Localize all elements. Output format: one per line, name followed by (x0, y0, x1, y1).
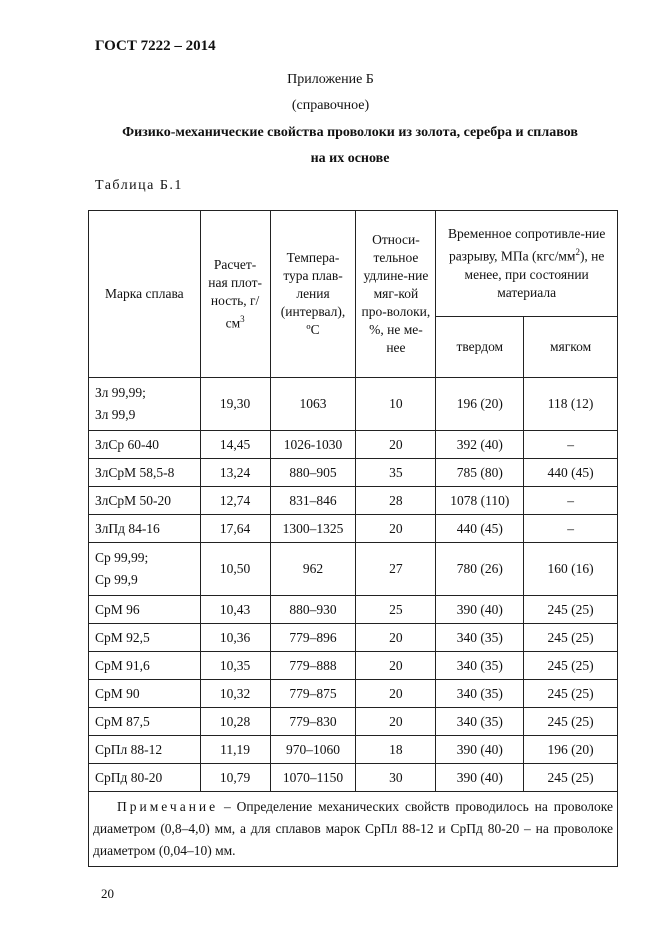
standard-number: ГОСТ 7222 – 2014 (95, 38, 216, 54)
cell-grade: ЗлПд 84-16 (89, 515, 201, 543)
cell-elongation: 20 (356, 680, 436, 708)
cell-density: 19,30 (200, 378, 270, 431)
annex-kind: (справочное) (291, 98, 370, 113)
cell-soft: 245 (25) (524, 596, 618, 624)
cell-soft: 245 (25) (524, 680, 618, 708)
cell-soft: 245 (25) (524, 708, 618, 736)
table-row (89, 680, 618, 708)
cell-density: 14,45 (200, 431, 270, 459)
annex-title: Приложение Б (287, 72, 374, 87)
header-melting: Темпера-тура плав-ления (интервал), ºС (270, 211, 356, 378)
table-note-row (89, 792, 618, 867)
table-row (89, 431, 618, 459)
cell-hard: 340 (35) (436, 652, 524, 680)
cell-soft: – (524, 487, 618, 515)
cell-elongation: 30 (356, 764, 436, 792)
table-note (89, 792, 618, 867)
table-row (89, 378, 618, 431)
cell-melting: 831–846 (270, 487, 356, 515)
cell-melting: 779–888 (270, 652, 356, 680)
cell-hard: 392 (40) (436, 431, 524, 459)
cell-melting: 1300–1325 (270, 515, 356, 543)
cell-elongation: 20 (356, 515, 436, 543)
cell-density: 10,50 (200, 543, 270, 596)
page-number: 20 (101, 886, 114, 901)
cell-soft: 118 (12) (524, 378, 618, 431)
cell-melting: 779–896 (270, 624, 356, 652)
header-hard: твердом (436, 316, 524, 377)
heading-line-1: Физико-механические свойства проволоки из золота, серебра и сплавов (122, 125, 578, 140)
cell-density: 10,28 (200, 708, 270, 736)
cell-grade: СрМ 91,6 (89, 652, 201, 680)
cell-melting: 880–930 (270, 596, 356, 624)
cell-elongation: 20 (356, 624, 436, 652)
cell-hard: 390 (40) (436, 736, 524, 764)
cell-density: 10,32 (200, 680, 270, 708)
cell-melting: 962 (270, 543, 356, 596)
cell-grade: ЗлСрМ 50-20 (89, 487, 201, 515)
cell-soft: – (524, 431, 618, 459)
cell-melting: 779–875 (270, 680, 356, 708)
cell-soft: – (524, 515, 618, 543)
cell-density: 10,35 (200, 652, 270, 680)
table-row (89, 708, 618, 736)
cell-grade: СрМ 92,5 (89, 624, 201, 652)
cell-density: 10,43 (200, 596, 270, 624)
header-strength: Временное сопротивле-ние разрыву, МПа $(кгс/мм^2)$, не менее, при состоянии материала (436, 211, 618, 317)
cell-hard: 440 (45) (436, 515, 524, 543)
cell-soft: 196 (20) (524, 736, 618, 764)
heading-line-2: на их основе (310, 151, 390, 166)
cell-hard: 340 (35) (436, 708, 524, 736)
cell-hard: 390 (40) (436, 764, 524, 792)
properties-table (88, 210, 618, 867)
cell-grade: Ср 99,99; Ср 99,9 (89, 543, 201, 596)
cell-density: 17,64 (200, 515, 270, 543)
cell-grade: СрПл 88-12 (89, 736, 201, 764)
cell-hard: 390 (40) (436, 596, 524, 624)
header-density: Расчет-ная плот-ность, $г/см^3$ (200, 211, 270, 378)
header-grade: Марка сплава (89, 211, 201, 378)
cell-elongation: 20 (356, 708, 436, 736)
header-elongation: Относи-тельное удлине-ние мяг-кой про-волоки, %, не ме-нее (356, 211, 436, 378)
cell-elongation: 27 (356, 543, 436, 596)
cell-hard: 340 (35) (436, 624, 524, 652)
cell-elongation: 10 (356, 378, 436, 431)
cell-soft: 160 (16) (524, 543, 618, 596)
cell-density: 11,19 (200, 736, 270, 764)
cell-hard: 780 (26) (436, 543, 524, 596)
cell-hard: 785 (80) (436, 459, 524, 487)
cell-hard: 340 (35) (436, 680, 524, 708)
cell-density: 10,79 (200, 764, 270, 792)
table-row (89, 652, 618, 680)
cell-elongation: 18 (356, 736, 436, 764)
cell-hard: 1078 (110) (436, 487, 524, 515)
cell-elongation: 20 (356, 431, 436, 459)
cell-hard: 196 (20) (436, 378, 524, 431)
cell-grade: СрМ 90 (89, 680, 201, 708)
table-row (89, 515, 618, 543)
cell-grade: Зл 99,99; Зл 99,9 (89, 378, 201, 431)
table-row (89, 764, 618, 792)
note-text: – Определение механических свойств проводилось на проволоке диаметром (0,8–4,0) мм, а для сплавов марок СрПл 88-12 и СрПд 80-20 – на проволоке диаметром (0,04–10) мм. (93, 799, 613, 858)
cell-density: 10,36 (200, 624, 270, 652)
cell-grade: СрМ 96 (89, 596, 201, 624)
table-row (89, 596, 618, 624)
cell-soft: 440 (45) (524, 459, 618, 487)
table-row (89, 543, 618, 596)
cell-elongation: 25 (356, 596, 436, 624)
header-soft: мягком (524, 316, 618, 377)
cell-density: 13,24 (200, 459, 270, 487)
cell-elongation: 20 (356, 652, 436, 680)
cell-soft: 245 (25) (524, 652, 618, 680)
cell-melting: 779–830 (270, 708, 356, 736)
table-row (89, 736, 618, 764)
cell-soft: 245 (25) (524, 764, 618, 792)
cell-elongation: 28 (356, 487, 436, 515)
cell-melting: 1063 (270, 378, 356, 431)
cell-melting: 1070–1150 (270, 764, 356, 792)
note-label: Примечание (117, 799, 219, 814)
cell-grade: ЗлСрМ 58,5-8 (89, 459, 201, 487)
cell-soft: 245 (25) (524, 624, 618, 652)
cell-melting: 970–1060 (270, 736, 356, 764)
cell-melting: 1026-1030 (270, 431, 356, 459)
cell-elongation: 35 (356, 459, 436, 487)
cell-grade: СрМ 87,5 (89, 708, 201, 736)
table-row (89, 459, 618, 487)
cell-density: 12,74 (200, 487, 270, 515)
section-heading (80, 120, 620, 172)
table-label: Таблица Б.1 (95, 178, 183, 193)
cell-grade: СрПд 80-20 (89, 764, 201, 792)
table-row (89, 487, 618, 515)
cell-grade: ЗлСр 60-40 (89, 431, 201, 459)
table-row (89, 624, 618, 652)
cell-melting: 880–905 (270, 459, 356, 487)
